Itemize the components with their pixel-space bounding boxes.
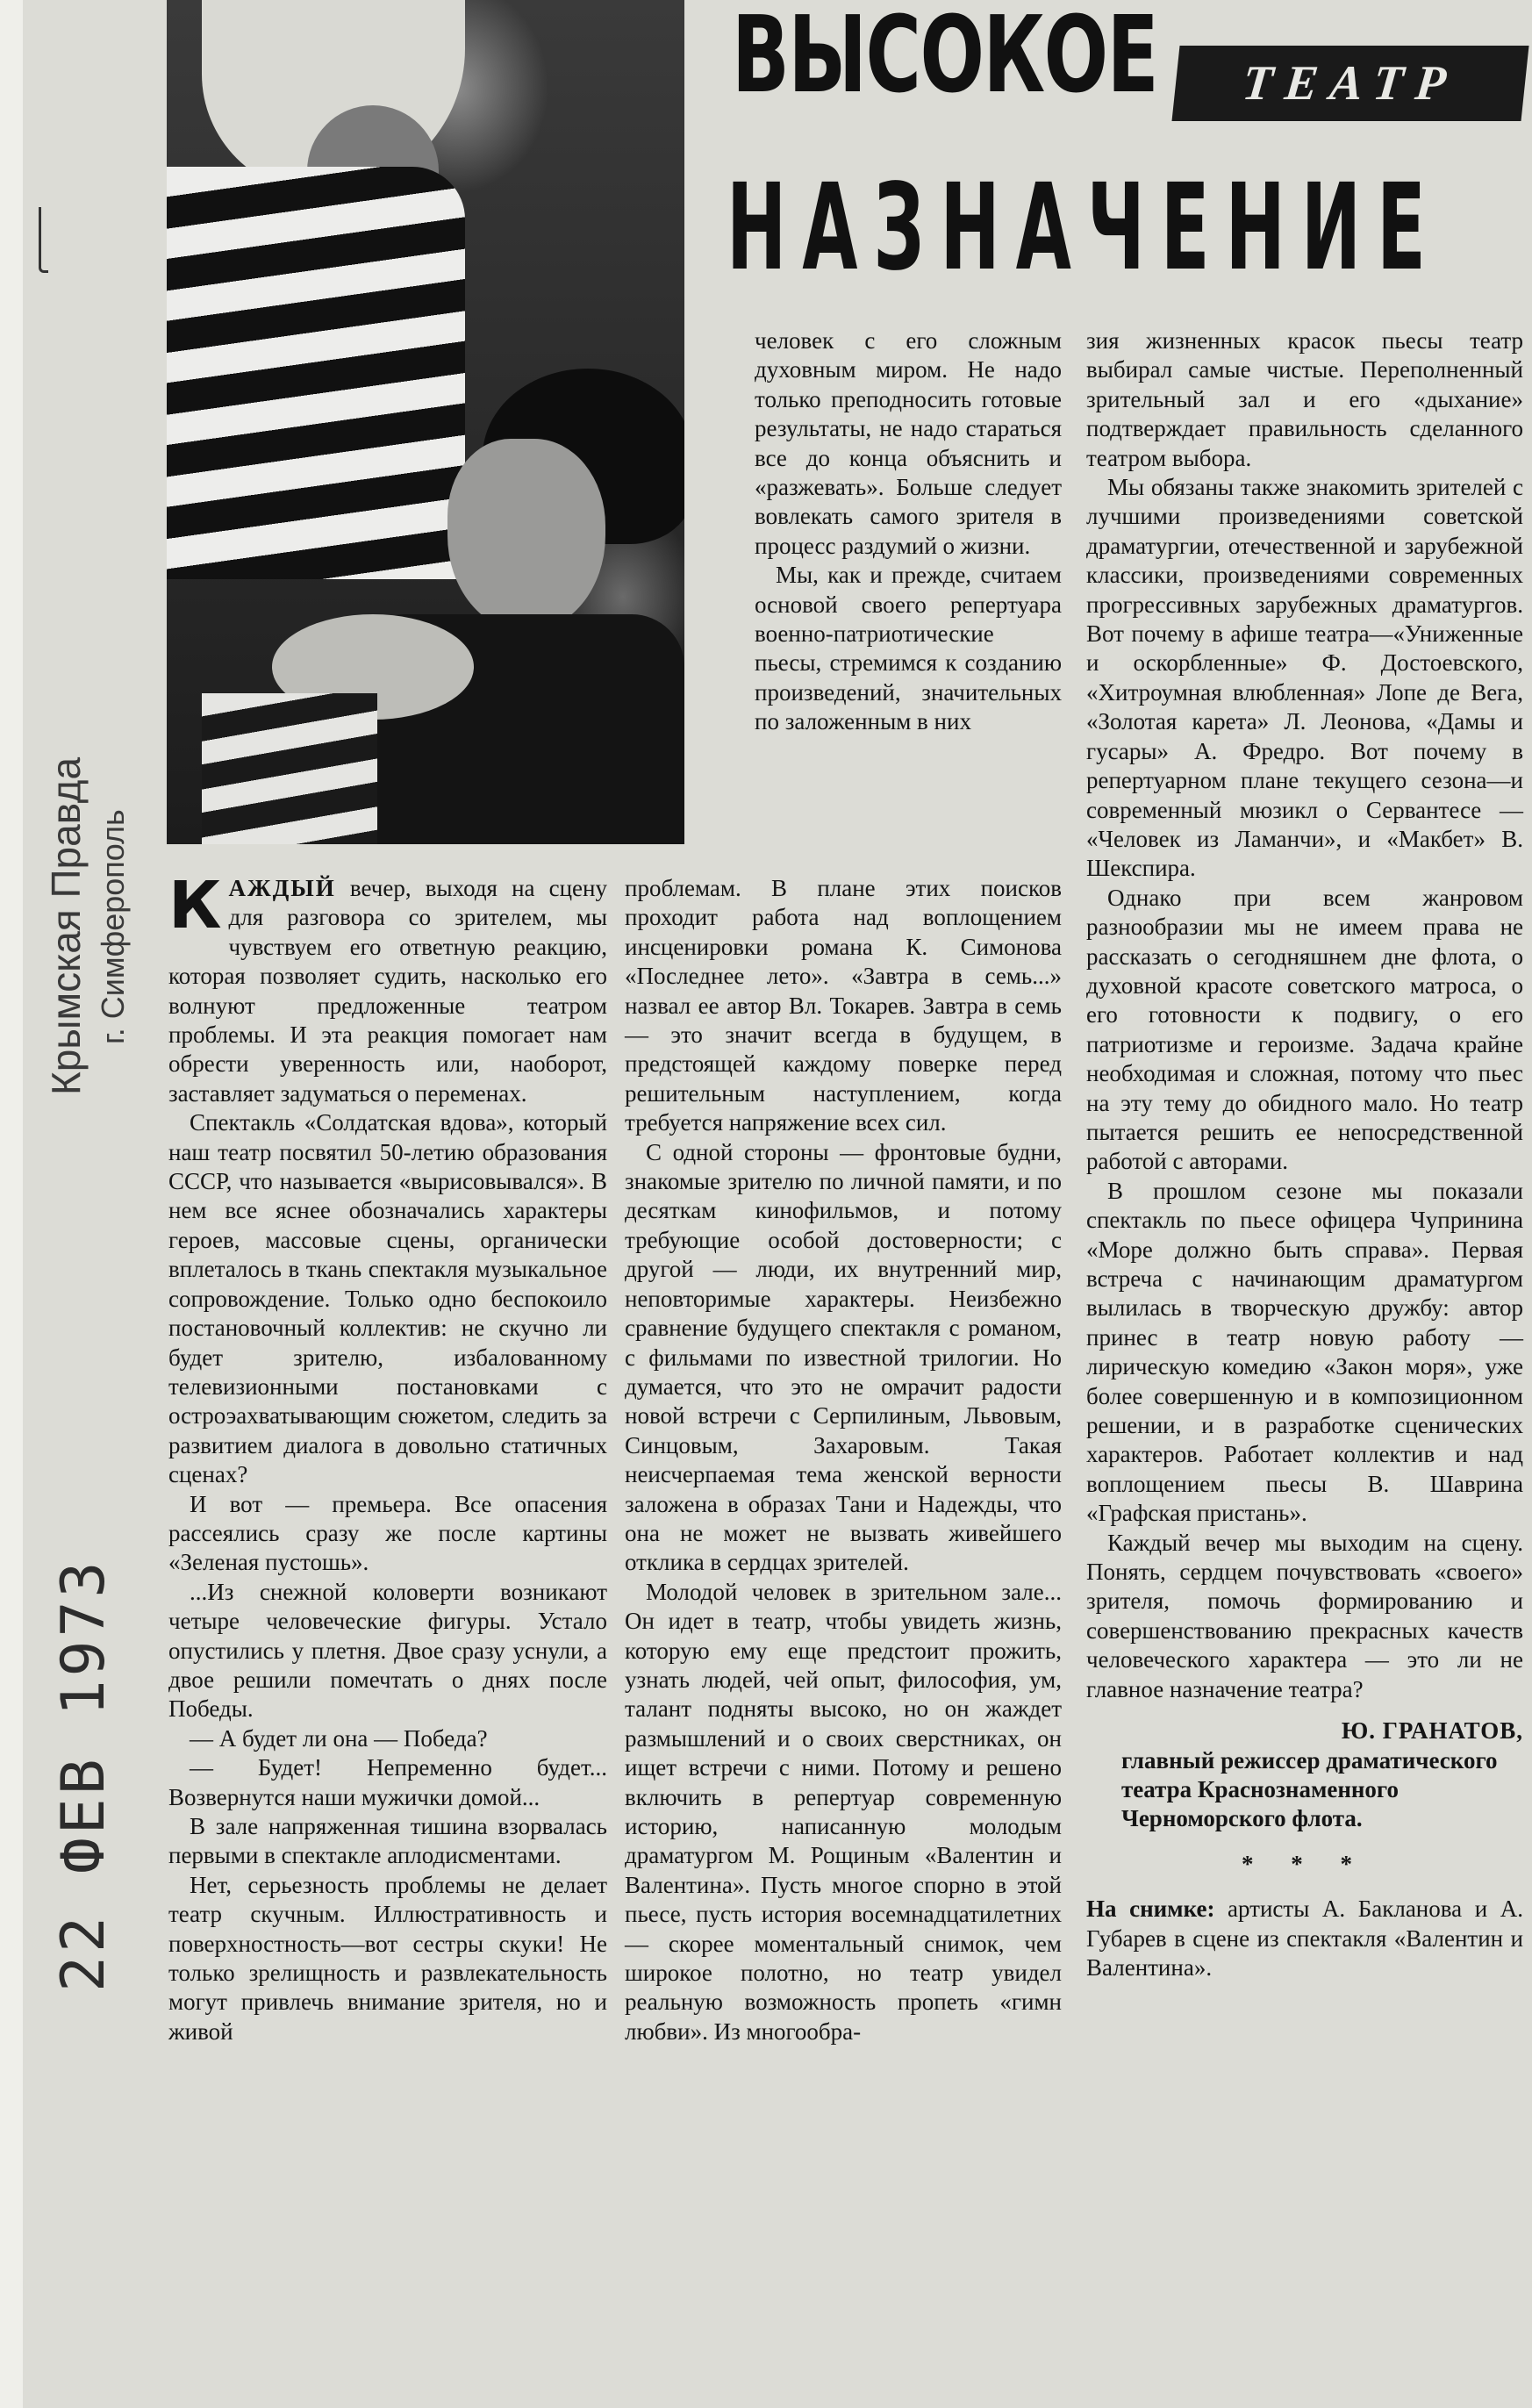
- drop-cap: К: [168, 868, 222, 943]
- pen-mark: [39, 207, 48, 273]
- caption-label: На снимке:: [1086, 1896, 1215, 1923]
- separator-stars: * * *: [1242, 1850, 1368, 1877]
- date-stamp: 22 ФЕВ 1973: [49, 1558, 118, 1992]
- caption-text: артисты А. Бакланова и А. Губарев в сцене из спектакля «Валентин и Валентина».: [1086, 1896, 1523, 1981]
- paragraph: В зале напряженная тишина взорвалась первыми в спектакле аплодисментами.: [168, 1813, 607, 1869]
- paragraph: человек с его сложным духовным миром. Не надо только преподносить готовые результаты, не надо стараться все до конца объяснить и «разжевать». Больше следует вовлекать самого зрителя в процесс раздумий о жизни.: [755, 327, 1062, 559]
- photo-caption: [1086, 1895, 1523, 1982]
- headline-line-2: НАЗНАЧЕНИЕ: [727, 159, 1442, 297]
- photo-striped-sweater: [167, 167, 465, 579]
- author-name: Ю. ГРАНАТОВ,: [1341, 1717, 1523, 1745]
- photo-actor-face: [447, 439, 605, 632]
- rubric-label: ТЕАТР: [1171, 46, 1528, 121]
- paragraph: зия жизненных красок пьесы театр выбирал самые чистые. Переполненный зрительный зал и его «дыхание» подтверждает правильность сделанного театром выбора.: [1086, 327, 1523, 471]
- column-1-top: [755, 326, 1062, 737]
- article-photo: [167, 0, 684, 844]
- paragraph: Спектакль «Солдатская вдова», который наш театр посвятил 50-летию образования СССР, что называется «вырисовывался». В нем все яснее обозначались характеры героев, массовые сцены, органически вплеталось в ткань спектакля музыкальное сопровождение. Только одно беспокоило постановочный коллектив: не скучно ли будет зрителю, избалованному телевизионными постановками с остроэахватывающим сюжетом, следить за развитием диалога в довольно статичных сценах?: [168, 1109, 607, 1488]
- paragraph: С одной стороны — фронтовые будни, знакомые зрителю по личной памяти, и по десяткам кинофильмов, и потому требующие особой достоверности; с другой — люди, их внутренний мир, неповторимые характеры. Неизбежно сравнение будущего спектакля с романом, с фильмами по известной трилогии. Но думается, что это не омрачит радости новой встречи с Серпилиным, Львовым, Синцовым, Захаровым. Такая неисчерпаемая тема женской верности заложена в образах Тани и Надежды, что она не может не вызвать живейшего отклика в сердцах зрителей.: [625, 1138, 1062, 1576]
- column-1: [168, 868, 607, 2046]
- paragraph: И вот — премьера. Все опасения рассеялись сразу же после картины «Зеленая пустошь».: [168, 1490, 607, 1576]
- paragraph: Нет, серьезность проблемы не делает театр скучным. Иллюстративность и поверхностность—вот сестры скуки! Не только зрелищность и развлекательность могут привлечь внимание зрителя, но и живой: [168, 1871, 607, 2045]
- paragraph-text: вечер, выходя на сцену для разговора со зрителем, мы чувствуем его ответную реакцию, которая позволяет судить, насколько его волнуют предложенные театром проблемы. И эта реакция помогает нам обрести уверенность или, наоборот, заставляет задуматься о переменах.: [168, 875, 607, 1107]
- paragraph: — Будет! Непременно будет... Возвернутся наши мужички домой...: [168, 1754, 607, 1810]
- paragraph: В прошлом сезоне мы показали спектакль по пьесе офицера Чупринина «Море должно быть справа». Первая встреча с начинающим драматургом вылилась в творческую дружбу: автор принес в театр новую работу — лирическую комедию «Закон моря», уже более совершенную и в композиционном решении, и в разработке сценических характеров. Работает коллектив и над воплощением пьесы В. Шаврина «Графская пристань».: [1086, 1177, 1523, 1527]
- signature: [1086, 1716, 1523, 1834]
- paragraph: Однако при всем жанровом разнообразии мы не имеем права не рассказать о сегодняшнем дне флота, о духовной красоте советского матроса, о его готовности к подвигу, о его патриотизме и героизме. Задача крайне необходимая и сложная, потому что пьес на эту тему до обидного мало. Но театр пытается решить ее непосредственной работой с авторами.: [1086, 884, 1523, 1175]
- photo-sleeve: [202, 693, 377, 844]
- paragraph: — А будет ли она — Победа?: [190, 1724, 488, 1752]
- paragraph: проблемам. В плане этих поисков проходит работа над воплощением инсценировки романа К. Симонова «Последнее лето». «Завтра в семь...» назвал ее автор Вл. Токарев. Завтра в семь — это значит всегда в будущем, в предстоящей каждому поверке перед решительным наступлением, когда требуется напряжение всех сил.: [625, 875, 1062, 1136]
- paragraph: Мы, как и прежде, считаем основой своего репертуара военно-патриотические пьесы, стремимся к созданию произведений, значительных по заложенным в них: [755, 562, 1062, 735]
- newspaper-name: Крымская Правда: [43, 756, 89, 1095]
- paragraph: Каждый вечер мы выходим на сцену. Понять, сердцем почувствовать «своего» зрителя, помочь формированию и совершенствованию прекрасных качеств человеческого характера — это ли не главное назначение театра?: [1086, 1529, 1523, 1702]
- author-position: главный режиссер драматического театра Краснознаменного Черноморского флота.: [1121, 1746, 1498, 1832]
- clipping-edge: [0, 0, 23, 2408]
- column-2: [625, 874, 1062, 2046]
- headline-line-1: ВЫСОКОЕ: [732, 0, 1158, 117]
- paragraph: [168, 868, 607, 1108]
- city-name: г. Симферополь: [95, 809, 131, 1044]
- paragraph: Мы обязаны также знакомить зрителей с лучшими произведениями советской драматургии, отечественной и зарубежной классики, произведениями современных прогрессивных зарубежных драматургов. Вот почему в афише театра—«Униженные и оскорбленные» Ф. Достоевского, «Хитроумная влюбленная» Лопе де Вега, «Золотая карета» Л. Леонова, «Дамы и гусары» А. Фредро. Вот почему в репертуарном плане текущего сезона—и современный мюзикл о Сервантесе — «Человек из Ламанчи», и «Макбет» В. Шекспира.: [1086, 474, 1523, 882]
- paragraph: ...Из снежной коловерти возникают четыре человеческие фигуры. Устало опустились у плетня. Двое сразу уснули, а двое решили помечтать о днях после Победы.: [168, 1578, 607, 1723]
- lead-word: АЖДЫЙ: [228, 875, 336, 901]
- paragraph: Молодой человек в зрительном зале... Он идет в театр, чтобы увидеть жизнь, которую ему еще предстоит прожить, узнать людей, чей опыт, философия, ум, талант подняты высоко, но он жаждет размышлений и о своих сверстниках, он ищет встречи с ними. Потому и решено включить в репертуар современную историю, написанную молодым драматургом М. Рощиным «Валентин и Валентина». Пусть многое спорно в этой пьесе, пусть история восемнадцатилетних — скорее моментальный снимок, чем широкое полотно, но театр увидел реальную возможность пропеть «гимн любви». Из многообра-: [625, 1578, 1062, 2045]
- column-3: [1086, 326, 1523, 1982]
